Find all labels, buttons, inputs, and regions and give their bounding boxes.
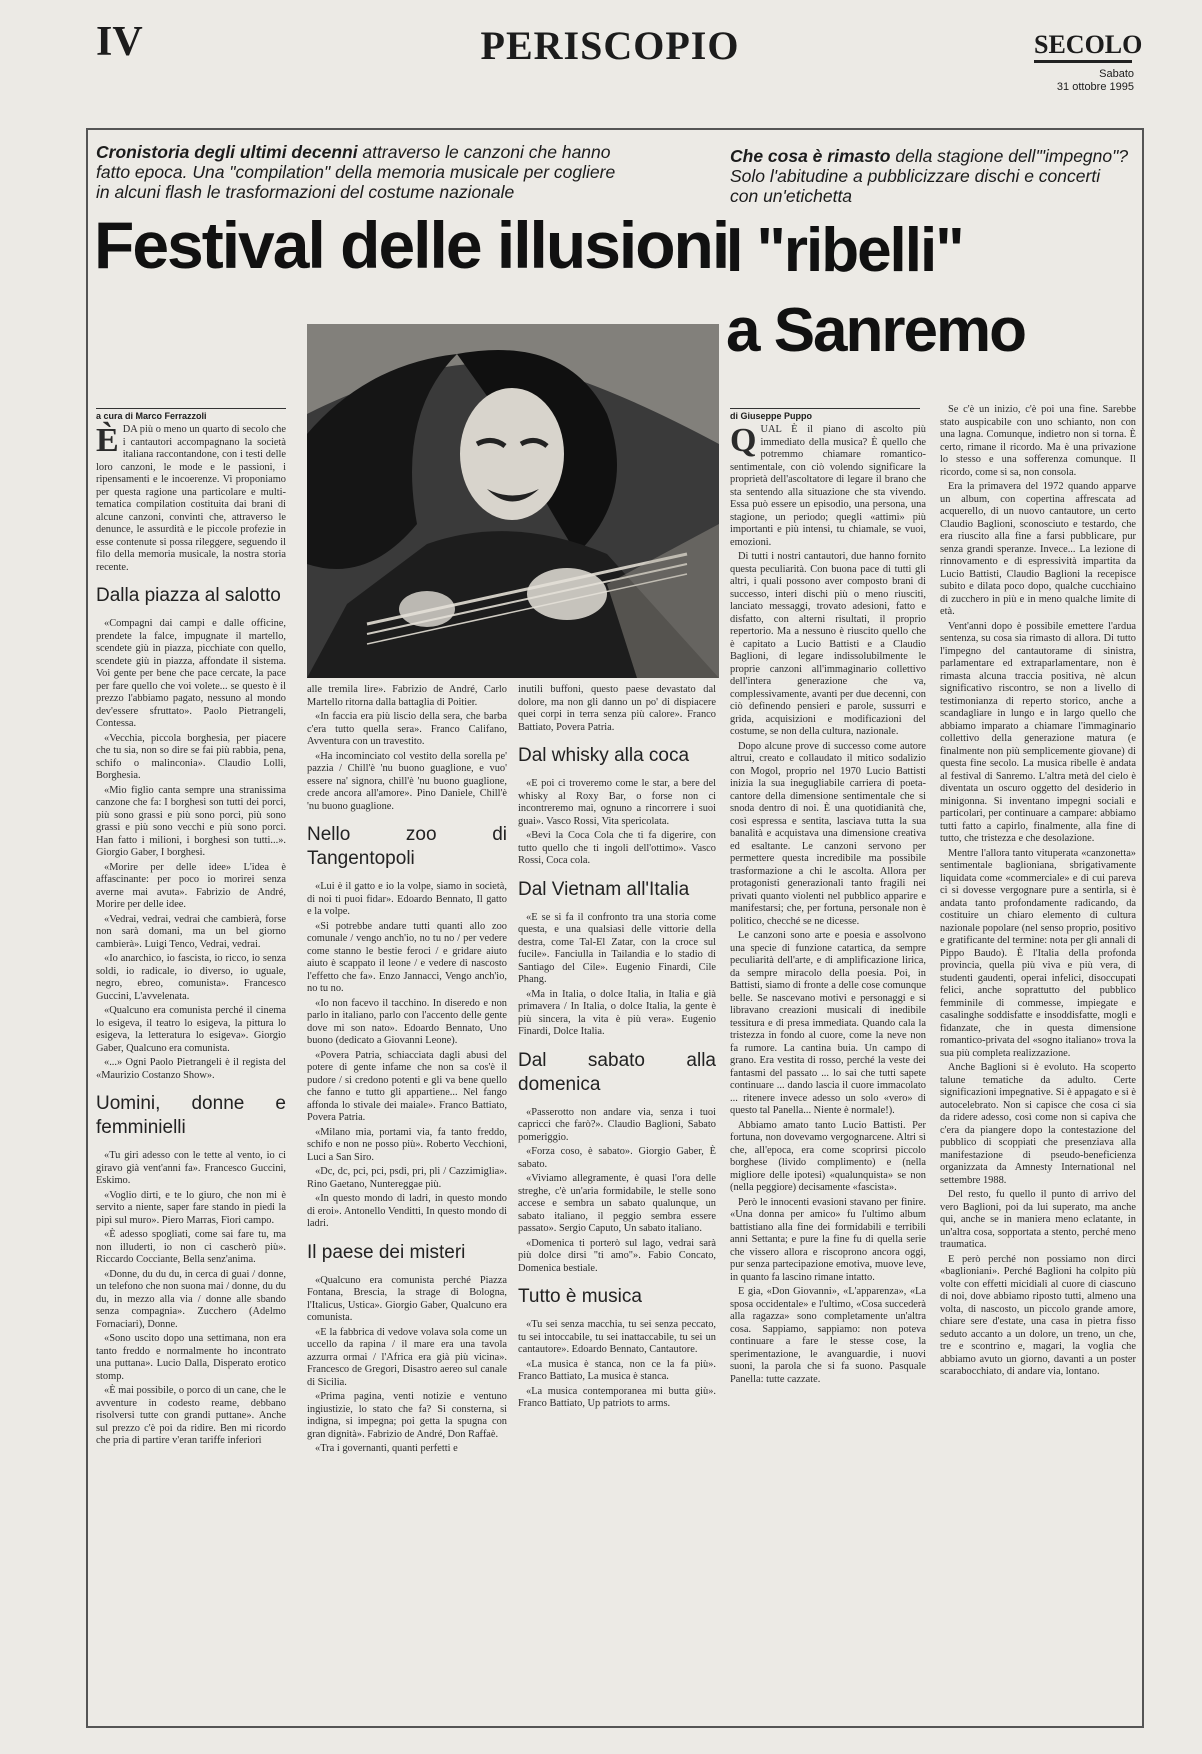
right-intro-paragraph <box>730 424 926 549</box>
paragraph: Se c'è un inizio, c'è poi una fine. Sarebbe stato auspicabile con uno schianto, non con una lagna. Comunque, indietro non si torna. È certo, rimane il ricordo. Ma è una privazione lo stesso e una sofferenza comunque. Il ricordo, come si sa, non consola. <box>940 404 1136 478</box>
paragraph: alle tremila lire». Fabrizio de André, Carlo Martello ritorna dalla battaglia di Poitier. <box>307 684 507 708</box>
paragraph: «E la fabbrica di vedove volava sola come un uccello da rapina / il mare era una tavola azzurra ormai / l'Africa era già più vicina». Francesco de Gregori, Disastro aereo sul canale di Sicilia. <box>307 1326 507 1388</box>
paragraph: «Tu giri adesso con le tette al vento, io ci giravo già vent'anni fa». Francesco Guccini, Eskimo. <box>96 1150 286 1186</box>
paragraph: UAL È il piano di ascolto più immediato della musica? È quello che potremmo chiamare romantico-sentimentale, con ciò volendo significare la proprietà dell'ascoltatore di legare il brano che sta sentendo alla situazione che sta vivendo. Essa può essere un episodio, una persona, una stagione, un periodo; quegli «attimi» più importanti e più intensi, tu chiamale, se vuoi, emozioni. <box>730 424 926 548</box>
paragraph: Di tutti i nostri cantautori, due hanno fornito questa peculiarità. Con buona pace di tutti gli altri, i quali possono aver composto brani di successo, interi dischi più o meno riusciti, lanciato messaggi, trovato adesioni, fatto e disfatto, con alterni risultati, il proprio repertorio. Ma a nessuno è riuscito quello che è capitato a Lucio Battisti e a Claudio Baglioni, di legare indissolubilmente le proprie canzoni all'immaginario collettivo dell'intera generazione che va, complessivamente, avanti per due decenni, con ciò definendo pensieri e parole, sussurri e grida, acquisizioni e modificazioni del costume, se non della cultura, nazionale. <box>730 551 926 737</box>
left-byline: a cura di Marco Ferrazzoli <box>96 408 286 421</box>
paragraph: «Morire per delle idee» L'idea è affascinante: per poco io morirei senza averne mai avuta». Fabrizio de André, Morire per delle idee. <box>96 861 286 910</box>
right-kicker-bold: Che cosa è rimasto <box>730 146 891 166</box>
paragraph: Mentre l'allora tanto vituperata «canzonetta» sentimentale baglioniana, sbrigativamente liquidata come «commerciale» e di cui pareva ci si dovesse vergognare pure a sentirla, si è andata tanto profondamente radicando, da costituire un chiaro elemento di cultura nazionale popolare (nel senso proprio, positivo e gratificante del termine: nota per gli annali di Pippo Baudo). È l'Italia della profonda provincia, quella più viva e più vera, di studenti gaudenti, operai infelici, disoccupati felici, anche soprattutto del pubblico femminile di commesse, impiegate e casalinghe soddisfatte e insoddisfatte, mogli e fidanzate, che in questa dimensione romantico-privata del «sogno italiano» trova la sua più completa realizzazione. <box>940 847 1136 1059</box>
right-kicker-rest: della stagione dell'"impegno"? Solo l'abitudine a pubblicizzare dischi e concerti con un'etichetta <box>730 146 1129 206</box>
paragraph: Del resto, fu quello il punto di arrivo del vero Baglioni, poi da lui superato, ma anche qui, anche se in maniera meno eclatante, in un'altra cosa, sopportata a stento, perché meno traumatica. <box>940 1189 1136 1250</box>
left-headline: Festival delle illusioni <box>94 208 729 282</box>
paragraph: «Compagni dai campi e dalle officine, prendete la falce, impugnate il martello, scendete giù in piazza, picchiate con quello, scendete giù in piazza, affondate il sistema. Voi gente per bene che pace cercate, la pace per fare quello che voi volete... se questo è il prezzo l'abbiamo pagato, nessuno al mondo dev'essere sfruttato». Paolo Pietrangeli, Contessa. <box>96 618 286 729</box>
paragraph: «Viviamo allegramente, è quasi l'ora delle streghe, c'è un'aria formidabile, le stelle sono accese e sembra un sabato qualunque, un sabato italiano, il peggio sembra essere passato». Sergio Caputo, Un sabato italiano. <box>518 1173 716 1234</box>
issue-date <box>1044 68 1134 94</box>
paragraph: «E poi ci troveremo come le star, a bere del whisky al Roxy Bar, o forse non ci incontreremo mai, ognuno a rincorrere i suoi guai». Vasco Rossi, Vita spericolata. <box>518 778 716 827</box>
paragraph: «...» Ogni Paolo Pietrangeli è il regista del «Maurizio Costanzo Show». <box>96 1057 286 1081</box>
right-drop-cap: Q <box>730 422 757 459</box>
singer-photo <box>307 324 719 678</box>
paragraph: «Tra i governanti, quanti perfetti e <box>315 1443 458 1454</box>
paragraph: Però le innocenti evasioni stavano per finire. «Una donna per amico» fu l'ultimo album battistiano alla fine dei formidabili e terribili anni Settanta; e pure la fine fu di quella serie che vissero allora e riscoprono ancora oggi, pur senza partecipazione emotiva, muove leve, in quanto fa lascino rimane intatto. <box>730 1196 926 1283</box>
paragraph: Vent'anni dopo è possibile emettere l'ardua sentenza, su cosa sia rimasto di allora. Di tutto l'impegno del cantautorame di sinistra, parlamentare ed extraparlamentare, non è rimasta alcuna traccia positiva, nè alcun significativo riscontro, se non a livello di testimonianza di reperto storico, anche a scandagliare in lungo e in largo quello che abbiamo imparato a chiamare l'immaginario collettivo della generazione matura (e finalmente non più semplicemente giovane) di questa fine secolo. La musica ribelle è andata al festival di Sanremo. L'altra metà del cielo è diventata un oscuro oggetto del desiderio in minigonna. Si inventano impegni sociali e particolari, per continuare a campare: abbiamo tutti fatto a capirlo, finalmente, alla fine di tutto, che tristezza e che desolazione. <box>940 620 1136 844</box>
paragraph: «Milano mia, portami via, fa tanto freddo, schifo e non ne posso più». Roberto Vecchioni, Luci a San Siro. <box>307 1126 507 1163</box>
issue-date-text: 31 ottobre 1995 <box>1056 81 1134 93</box>
subhead-dalla-piazza: Dalla piazza al salotto <box>96 585 281 606</box>
paragraph: «Sono uscito dopo una settimana, non era tanto freddo e normalmente ho incontrato una puttana». Lucio Dalla, Disperato erotico stomp. <box>96 1333 286 1382</box>
paragraph: «Si potrebbe andare tutti quanti allo zoo comunale / vengo anch'io, no tu no / per vedere come stanno le bestie feroci / e gridare aiuto aiuto è scappato il leone / e vedere di nascosto l'effetto che fa». Enzo Jannacci, Vengo anch'io, no tu no. <box>307 920 507 994</box>
subhead-paese-misteri: Il paese dei misteri <box>307 1241 466 1263</box>
paragraph: Le canzoni sono arte e poesia e assolvono una specie di funzione catartica, da sempre peculiarità dell'arte, e di amplificazione lirica, da sempre miracolo della poesia. Poi, in Battisti, siamo di fronte a delle cose comunque belle. Se nascevano motivi e personaggi e si libravano creazioni musicali di inedibile tessitura e di presa immediata. Quando cala la tristezza in fondo al cuore, come la neve non fa rumore. La cantina buia. Un campo di grano. Era vestita di rosso, perché la veste dei fantasmi del passato ... lo sai che tutti sapete continuare ... dando lascia il cuore immacolato ... ritenere invece adesso un solo «vero» di questo tal Panella... Niente è normale!). <box>730 930 926 1116</box>
paragraph: «Bevi la Coca Cola che ti fa digerire, con tutto quello che ti ingoli dell'ottimo». Vasco Rossi, Coca cola. <box>518 830 716 866</box>
subhead-sabato-domenica: Dal sabato alla domenica <box>518 1049 716 1095</box>
paragraph: «La musica contemporanea mi butta giù». Franco Battiato, Up patriots to arms. <box>518 1385 716 1409</box>
paragraph: «La musica è stanca, non ce la fa più». Franco Battiato, La musica è stanca. <box>518 1358 716 1382</box>
right-headline-line-1: I "ribelli" <box>726 216 963 285</box>
left-column-3 <box>518 684 716 1413</box>
subhead-vietnam-italia: Dal Vietnam all'Italia <box>518 878 690 900</box>
paragraph: inutili buffoni, questo paese devastato dal dolore, ma non gli danno un po' di dispiacere quei corpi in terra senza più calore». Franco Battiato, Povera Patria. <box>518 684 716 733</box>
paragraph: Era la primavera del 1972 quando apparve un album, con copertina affrescata ad acquerello, di un nuovo cantautore, un certo Claudio Baglioni, sconosciuto e testardo, che era riuscito alla fine a farsi pubblicare, pur senza grandi speranze. Invece... La lezione di rinnovamento e di espressività impartita da Lucio Battisti, Claudio Baglioni la recepisce subito e dilata poco dopo, qualche cucchiaino di zucchero in più e in meno qualche limite di età. <box>940 481 1136 617</box>
singer-photo-image <box>307 324 719 678</box>
right-column-2 <box>940 404 1136 1381</box>
paragraph: «Vecchia, piccola borghesia, per piacere che tu sia, non so dire se fai più rabbia, pena, schifo o malinconia». Claudio Lolli, Borghesia. <box>96 732 286 781</box>
paragraph: «Mio figlio canta sempre una stranissima canzone che fa: I borghesi son tutti dei porci, più sono grassi e più sono porci, più sono grassi e più sono vecchi e più sono porci. Han fatto i milioni, i borghesi son tutti...». Giorgio Gaber, I borghesi. <box>96 784 286 858</box>
paragraph: Anche Baglioni si è evoluto. Ha scoperto talune tematiche da adulto. Certe significazioni impegnative. Si è appagato e si è autocelebrato. Non si capisce che cosa ci sia da ridere adesso, così come non si capiva che c'era da piangere dopo la contestazione del pubblico di scoppiati che presenziava alla manifestazione di pseudo-beneficienza organizzata da Amnesty International nel settembre 1988. <box>940 1062 1136 1186</box>
paragraph: «Domenica ti porterò sul lago, vedrai sarà più dolce dirsi "ti amo"». Fabio Concato, Domenica bestiale. <box>518 1237 716 1274</box>
left-drop-cap: È <box>96 422 119 459</box>
paragraph: «In faccia era più liscio della sera, che barba c'era tutto quella sera». Franco Califano, Avventura con un travestito. <box>307 711 507 747</box>
newspaper-masthead: SECOLO <box>1034 30 1143 59</box>
paragraph: «Tu sei senza macchia, tu sei senza peccato, tu sei intoccabile, tu sei inattaccabile, tu sei un cantautore». Edoardo Bennato, Cantautore. <box>518 1319 716 1355</box>
right-headline-line-2: a Sanremo <box>726 296 1026 365</box>
left-kicker-bold: Cronistoria degli ultimi decenni <box>96 142 358 162</box>
paragraph: «È adesso spogliati, come sai fare tu, ma non illuderti, io non ci cascherò più». Riccardo Cocciante, Bella senz'anima. <box>96 1229 286 1265</box>
right-kicker <box>730 146 1130 206</box>
subhead-tangentopoli: Nello zoo di Tangentopoli <box>307 824 507 869</box>
paragraph: «Forza coso, è sabato». Giorgio Gaber, È sabato. <box>518 1146 716 1170</box>
section-title: PERISCOPIO <box>480 23 740 68</box>
right-byline: di Giuseppe Puppo <box>730 408 920 421</box>
left-intro-paragraph <box>96 424 286 574</box>
paragraph: «È mai possibile, o porco di un cane, che le avventure in codesto reame, debbano risolversi tutte con grandi puttane». Anche sul prezzo c'è poi da ridire. Ben mi ricordo che pria di partire v'eran tariffe inferiori <box>96 1385 286 1446</box>
paragraph: «Povera Patria, schiacciata dagli abusi del potere di gente infame che non sa cos'è il pudore / si credono potenti e gli va bene quello che fanno e tutto gli appartiene... Nel fango affonda lo stivale dei maiale». Franco Battiato, Povera Patria. <box>307 1049 507 1123</box>
paragraph: «Lui è il gatto e io la volpe, siamo in società, di noi ti puoi fidar». Edoardo Bennato, Il gatto e la volpe. <box>307 881 507 917</box>
left-kicker <box>96 142 626 202</box>
paragraph: «Prima pagina, venti notizie e ventuno ingiustizie, lo stato che fa? Si consterna, si indigna, si impegna; poi getta la spugna con gran dignità». Fabrizio de André, Don Raffaè. <box>307 1391 507 1440</box>
paragraph: «Ha incominciato col vestito della sorella pe' pazzia / Chill'è 'nu buono guaglione, e vuo' essere na' signora, chill'è 'nu buono guaglione, crede ancora all'amore». Pino Daniele, Chill'è 'nu buono guaglione. <box>307 750 507 812</box>
paragraph: «Qualcuno era comunista perché il cinema lo esigeva, il teatro lo esigeva, la pittura lo esigeva, la letteratura lo esigeva». Giorgio Gaber, Qualcuno era comunista. <box>96 1005 286 1054</box>
paragraph: «Donne, du du du, in cerca di guai / donne, un telefono che non suona mai / donne, du du du, in mezzo alla via / donne alle sbando senza compagnia». Zucchero (Adelmo Fornaciari), Donne. <box>96 1268 286 1330</box>
paragraph: E però perché non possiamo non dirci «baglioniani». Perché Baglioni ha colpito più volte con effetti micidiali al cuore di ciascuno di noi, dove abbiamo riposto tutti, almeno una volta, di nascosto, un piccolo grande amore, chiare sere d'estate, una casa in pietra fisso seduto accanto a un dolore, un treno, un che, tre e scontrino e, magari, la voglia che abbiamo avuto un giorno, davanti a un poster scarabocchiato, di andare via, lontano. <box>940 1253 1136 1377</box>
right-column-1 <box>730 424 926 1388</box>
subhead-tutto-musica: Tutto è musica <box>518 1286 642 1307</box>
paragraph: «In questo mondo di ladri, in questo mondo di eroi». Antonello Venditti, In questo mondo di ladri. <box>307 1193 507 1229</box>
paragraph: «Io non facevo il tacchino. In diseredo e non parlo in italiano, parlo con l'accento delle gente dove mi son nato». Edoardo Bennato, Uno buono (dedicato a Giovanni Leone). <box>307 997 507 1046</box>
left-kicker-rest: attraverso le canzoni che hanno fatto epoca. Una "compilation" della memoria musicale per cogliere in alcuni flash le trasformazioni del costume nazionale <box>96 142 616 202</box>
paragraph: «Voglio dirti, e te lo giuro, che non mi è servito a niente, saper fare stando in piedi la pipì sul muro». Piero Marras, Fiori campo. <box>96 1189 286 1226</box>
paragraph: «Passerotto non andare via, senza i tuoi capricci che farò?». Claudio Baglioni, Sabato pomeriggio. <box>518 1106 716 1143</box>
paragraph: E gia, «Don Giovanni», «L'apparenza», «La sposa occidentale» e l'ultimo, «Cosa succederà alla ragazza» sono completamente un'altra cosa. Sappiamo, sappiamo: non poteva continuare a fare le stesse cose, la sperimentazione, le avanguardie, i nuovi suoni, la parola che si fa suono. Pasquale Panella: tutte cazzate. <box>730 1286 926 1385</box>
left-column-2 <box>307 684 507 1458</box>
issue-day: Sabato <box>1099 68 1134 80</box>
left-intro-text: DA più o meno un quarto di secolo che i cantautori accompagnano la società italiana raccontandone, con i testi delle loro canzoni, le mode e le passioni, i ripensamenti e le incoerenze. Vi proponiamo per questa ragione una particolare e multi-tematica compilation costituita dai brani di alcune canzoni, convinti che, attraverso le denunce, le assurdità e le piccole profezie in esse contenute si possa rileggere, seguendo il filo della memoria musicale, la nostra storia recente. <box>96 424 286 573</box>
paragraph: «Dc, dc, pci, pci, psdi, pri, pli / Cazzimiglia». Rino Gaetano, Nuntereggae più. <box>307 1166 507 1190</box>
paragraph: «Vedrai, vedrai, vedrai che cambierà, forse non sarà domani, ma un bel giorno cambierà». Luigi Tenco, Vedrai, vedrai. <box>96 913 286 950</box>
paragraph: Abbiamo amato tanto Lucio Battisti. Per fortuna, non dovevamo vergognarcene. Altri sì che, all'epoca, era come scoprirsi piccolo borghese (livido complimento) e (nella migliore delle ipotesi) «qualunquista» se non (nella peggiore) decisamente «fascista». <box>730 1119 926 1193</box>
subhead-uomini-donne: Uomini, donne e femminielli <box>96 1093 286 1138</box>
left-column-1 <box>96 424 286 1450</box>
paragraph: Dopo alcune prove di successo come autore altrui, creato e collaudato il mitico sodalizio con Mogol, proprio nel 1970 Lucio Battisti inizia la sua inegugliabile carriera di poeta-cantore della dimensione sentimentale che si snoda dentro di noi. È una quotidianità che, così espressa e sentita, lasciava tutta la sua banalità e acquistava una dimensione creativa ed esaltante. Le canzoni servono per permettere questa incredibile ma possibile trasformazione a chi le ascolta. Allora per protagonisti generazionali tanto fragili nei privati quanto violenti nel pubblico apparire e manifestarsi; che, per fortuna, personale non è politico, checché se ne dicesse. <box>730 740 926 927</box>
masthead-rule <box>1034 60 1132 63</box>
page-number: IV <box>96 19 143 65</box>
paragraph: «Io anarchico, io fascista, io ricco, io senza soldi, io radicale, io diverso, io uguale, negro, ebreo, comunista». Francesco Guccini, L'avvelenata. <box>96 953 286 1002</box>
paragraph: «E se si fa il confronto tra una storia come questa, e una qualsiasi delle vittorie della destra, come Tal-El Zatar, con la croce sul fucile». Fanciulla in Tailandia e lo stadio di Santiago del Cile». Eugenio Finardi, Cile Phang. <box>518 911 716 985</box>
paragraph: «Ma in Italia, o dolce Italia, in Italia e già primavera / In Italia, o dolce Italia, la gente è più sincera, la vita è più vera». Eugenio Finardi, Dolce Italia. <box>518 988 716 1037</box>
subhead-whisky-coca: Dal whisky alla coca <box>518 745 690 766</box>
paragraph: «Qualcuno era comunista perché Piazza Fontana, Brescia, la strage di Bologna, l'Italicus, Ustica». Giorgio Gaber, Qualcuno era comunista. <box>307 1274 507 1323</box>
